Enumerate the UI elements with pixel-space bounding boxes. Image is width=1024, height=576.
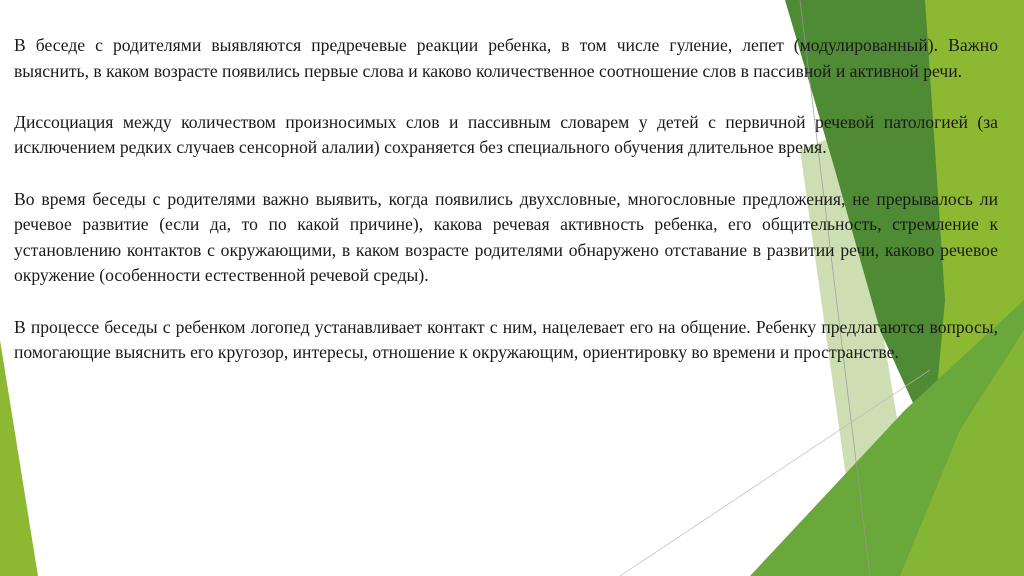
paragraph: В беседе с родителями выявляются предречевые реакции ребенка, в том числе гуление, лепет (модулированный). Важно выяснить, в каком возрасте появились первые слова и каково количественное соотношение слов в пассивной и активной речи. bbox=[14, 35, 998, 81]
paragraph: Диссоциация между количеством произносимых слов и пассивным словарем у детей с первичной речевой патологией (за исключением редких случаев сенсорной алалии) сохраняется без специального обучения длительное время. bbox=[14, 111, 998, 158]
slide-body-text bbox=[14, 33, 998, 391]
paragraph: Во время беседы с родителями важно выявить, когда появились двухсловные, многословные предложения, не прерывалось ли речевое развитие (если да, то по какой причине), какова речевая активность ребенка, его общительность, стремление к установлению контактов с окружающими, в каком возрасте родителями обнаружено отставание в развитии речи, каково речевое окружение (особенности естественной речевой среды). bbox=[14, 188, 998, 286]
paragraph: В процессе беседы с ребенком логопед устанавливает контакт с ним, нацелевает его на общение. Ребенку предлагаются вопросы, помогающие выяснить его кругозор, интересы, отношение к окружающим, ориентировку во времени и пространстве. bbox=[14, 316, 998, 363]
